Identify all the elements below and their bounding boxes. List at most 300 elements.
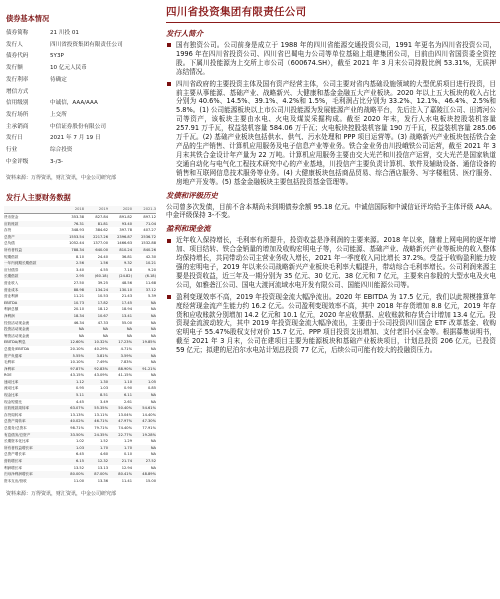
financial-cell: 2020: [108, 206, 132, 213]
financial-row-label: EBITDA: [4, 300, 60, 307]
financial-cell: 12.32: [84, 458, 108, 465]
basic-info-value: [50, 87, 156, 99]
basic-info-key: 中金评级: [6, 158, 29, 165]
financial-cell: 1532.88: [141, 241, 156, 246]
basic-info-value: 综合投资: [50, 147, 73, 154]
financial-row-label: 一年内到期长期借款: [4, 260, 60, 267]
financial-cell: 6.15: [60, 458, 84, 465]
financial-cell: 5.11: [60, 392, 84, 399]
financial-row: [4, 353, 156, 360]
financial-cell: 1.10: [108, 379, 132, 386]
financial-cell: NA: [132, 392, 156, 399]
financial-cell: 2.61: [123, 399, 132, 404]
financial-cell: 24.35%: [84, 432, 108, 439]
financial-data-source: 资料来源：万得资讯，财汇资讯，中金公司研究部: [6, 491, 117, 498]
financial-cell: 91.21%: [132, 366, 156, 373]
financial-cell: 10.10%: [70, 360, 84, 365]
basic-info-key: 债券代码: [6, 53, 29, 60]
financial-row: [4, 267, 156, 274]
financial-cell: 13.11%: [94, 412, 108, 417]
financial-row: [4, 438, 156, 445]
financial-cell: 77.91%: [142, 426, 156, 431]
financial-cell: 8.51: [84, 392, 108, 399]
financial-cell: 827.84: [95, 215, 108, 220]
financial-row: [4, 240, 156, 247]
financial-row-label: 应收账款: [4, 221, 60, 228]
financial-cell: 13.41: [108, 313, 132, 320]
financial-cell: 407.27: [143, 228, 156, 233]
financial-cell: (24.82): [108, 273, 132, 280]
financial-cell: 63.07%: [60, 405, 84, 412]
financial-row-label: 净利润: [4, 313, 60, 320]
financial-cell: 80.41%: [108, 471, 132, 478]
financial-row: [4, 227, 156, 234]
financial-cell: 37.12: [132, 287, 156, 294]
financial-cell: 9.20: [147, 267, 156, 272]
financial-row: [4, 214, 156, 221]
basic-info-key: 债券简称: [6, 30, 29, 36]
financial-cell: 0.85: [147, 386, 156, 391]
financial-cell: 41.15%: [118, 373, 132, 378]
financial-cell: 13.13: [97, 465, 108, 470]
financial-cell: 11.68: [145, 280, 156, 285]
financial-row-label: 现金短债比: [4, 399, 22, 404]
basic-info-row: [6, 75, 156, 87]
financial-row: [4, 221, 156, 228]
financial-cell: 11.00: [73, 478, 84, 483]
financial-cell: 1.03: [60, 445, 84, 452]
financial-cell: 7.49%: [96, 360, 108, 365]
financial-cell: NA: [150, 360, 156, 365]
financial-cell: 397.78: [119, 228, 132, 233]
financial-cell: 10.21: [132, 260, 156, 267]
financial-row-label: 总资产: [4, 234, 60, 241]
financial-cell: NA: [108, 326, 132, 333]
basic-info-row: [6, 98, 156, 110]
left-sidebar: [0, 0, 160, 599]
financial-cell: 3.59%: [108, 353, 132, 360]
financial-cell: 4.45: [75, 399, 84, 404]
financial-row: [4, 320, 156, 327]
financial-cell: 0.10: [123, 452, 132, 457]
financial-cell: 1052.44: [69, 241, 84, 246]
financial-cell: 48.56: [121, 280, 132, 285]
financial-cell: 6.11: [108, 392, 132, 399]
financial-row-label: 长期资本化比率: [4, 439, 30, 444]
financial-cell: 10.73: [60, 300, 84, 307]
financial-cell: 46.34: [73, 320, 84, 325]
financial-row-label: 应付债券: [4, 267, 19, 272]
financial-cell: 18.12: [97, 307, 108, 312]
financial-cell: NA: [132, 445, 156, 452]
paragraph-ownership: 国有独资公司。公司前身是成立于 1988 年的四川省能源交通投资公司，1991 年更名为四川省投资公司，1996 年在四川省投资公司、四川省巴蜀电力公司等单位基础上组建集团公司，目前由四川省国资委全资控股。下属川投能源为上交所上市公司（600674.SH），截至 2021 年 3 月末公司持股比例 53.31%，无质押冻结情况。: [166, 41, 496, 77]
financial-cell: 1.29: [123, 439, 132, 444]
paragraph-business: 四川省政府的主要投资主体及国有资产经营主体，公司主要对省内基础设施领域的大型优质项目进行投资，目前主要从事能源、基础产业、战略新兴、大健康和基金金融五大产业板块。2020 年以上五大板块的收入占比分别为 40.6%、14.5%、39.1%、4.2%和 1.5%，毛利润占比分别为 33.2%、12.1%、46.4%、2.5%和 5.8%。(1) 公司能源板块以上市公司川投能源为发展能源产业的战略平台，先后注入了嘉陵江公司、田湾河公司等资产，该板块主要由水电、火电及煤炭采掘构成。截至 2020 年末，发行人水电板块控股装机容量 257.91 万千瓦，权益装机容量 584.06 万千瓦；火电板块控股装机容量 190 万千瓦，权益装机容量 285.06 万千瓦。(2) 基础产业板块包括供水、供气、污水处理和 PPP 项目运营等。(3) 战略新兴产业板块包括铁合金产品的生产销售、计算机应用服务及电子信息产业等业务。铁合金业务由川投峨铁公司运营，截至 2021 年 3 月末其铁合金设计年产量为 22 万吨。计算机应用服务主要由交大光芒和川投信产运营，交大光芒是国家轨道交通自动化与电气化工程技术研究中心的产业基地，川投信产主要负责计算机、软件及辅助设备、通信设备的销售和互联网信息技术服务等业务。(4) 大健康板块包括商品贸易、综合酒店服务、写字楼租赁、医疗服务、房地产开发等。(5) 基金金融板块主要包括投资基金管理等。: [166, 80, 496, 187]
financial-row-label: 总债务/EBITDA: [4, 346, 30, 351]
basic-info-source: 资料来源：万得资讯，财汇资讯，中金公司研究部: [6, 175, 117, 182]
financial-row: [4, 451, 156, 458]
financial-cell: 48.89%: [132, 471, 156, 478]
financial-cell: NA: [150, 439, 156, 444]
financial-row-label: 所有者权益: [4, 247, 60, 254]
basic-info-row: [6, 145, 156, 157]
financial-row-label: 资产负债率: [4, 353, 60, 360]
financial-row: [4, 366, 156, 373]
financial-cell: 20.10%: [70, 346, 84, 351]
financial-row-label: 经营活动现金流: [4, 320, 30, 325]
financial-row: [4, 260, 156, 267]
section-bond-rating-history: 发债和评级历史: [166, 190, 218, 200]
financial-row-label: 流动比率: [4, 386, 19, 391]
financial-cell: 2396.87: [108, 234, 132, 241]
financial-cell: 74.40%: [118, 426, 132, 431]
financial-cell: 0.95: [75, 386, 84, 391]
financial-row-label: 有息债务/总资产: [4, 432, 60, 439]
financial-cell: 810.24: [108, 247, 132, 254]
financial-cell: 81.81: [84, 221, 108, 228]
financial-row-label: 营业利润: [4, 294, 19, 299]
paragraph-rating: 公司曾多次发债，目前不含本期尚未到期债券余额 95.18 亿元。中诚信国际和中诚信证评均给予主体评级 AAA。中金评级保持 3-不变。: [166, 202, 496, 220]
header-divider: [166, 22, 500, 23]
financial-row: [4, 293, 156, 300]
financial-row: [4, 333, 156, 340]
financial-row-label: 投资活动现金流: [4, 326, 60, 333]
financial-cell: 42.30: [145, 254, 156, 259]
content-body: [166, 28, 496, 358]
financial-row-label: 资本支出/营收: [4, 478, 27, 483]
financial-cell: 27.50: [73, 280, 84, 285]
financial-cell: 2018: [60, 206, 84, 213]
financial-data-title: 发行人主要财务数据: [6, 193, 71, 203]
financial-row: [4, 234, 156, 241]
financial-row: [4, 313, 156, 320]
basic-info-key: 发行人: [6, 41, 23, 48]
financial-cell: 2021.3: [132, 206, 156, 213]
section-profit-cashflow: 盈利和现金流: [166, 224, 211, 234]
financial-cell: NA: [78, 333, 84, 338]
financial-cell: 47.97%: [108, 418, 132, 425]
financial-cell: NA: [132, 300, 156, 307]
financial-cell: 384.62: [95, 228, 108, 233]
main-content: [166, 0, 500, 599]
financial-cell: NA: [126, 333, 132, 338]
basic-info-key: 行业: [6, 147, 18, 154]
financial-row-label: 净利率: [4, 366, 60, 373]
financial-cell: 24.40: [97, 254, 108, 259]
document-header: [166, 0, 500, 24]
financial-row: [4, 412, 156, 419]
financial-row-label: [4, 206, 60, 213]
financial-row: [4, 399, 156, 406]
financial-cell: 2019: [84, 206, 108, 213]
financial-cell: 4.60: [99, 452, 108, 457]
financial-cell: 1553.54: [60, 234, 84, 241]
financial-cell: 18.34: [60, 313, 84, 320]
financial-cell: 12.60%: [60, 339, 84, 346]
financial-cell: 54.61%: [132, 405, 156, 412]
financial-row-label: 归母净利润增长率: [4, 471, 60, 478]
financial-cell: 88.98: [60, 287, 84, 294]
financial-cell: 788.34: [60, 247, 84, 254]
basic-info-value: 5Y3P: [50, 53, 64, 60]
financial-cell: NA: [150, 320, 156, 325]
financial-row-label: 营收增长率: [4, 458, 60, 465]
financial-cell: 19.85%: [132, 339, 156, 346]
financial-cell: 11.41: [121, 478, 132, 483]
financial-cell: 1.56: [84, 260, 108, 267]
basic-info-value: 3-/3-: [50, 158, 64, 165]
financial-row-label: 速动比率: [4, 379, 60, 386]
financial-cell: 1.03: [99, 386, 108, 391]
basic-info-value: 中诚信，AAA/AAA: [50, 100, 98, 107]
financial-cell: 348.93: [71, 228, 84, 233]
financial-cell: 1.05: [132, 379, 156, 386]
financial-cell: 36.81: [121, 254, 132, 259]
financial-row-label: 总资产增长率: [4, 452, 26, 457]
financial-cell: 55.35%: [84, 405, 108, 412]
basic-info-value: 上交所: [50, 111, 67, 118]
basic-info-value: 待确定: [50, 76, 67, 83]
financial-row: [4, 346, 156, 353]
financial-cell: 1.30: [84, 379, 108, 386]
financial-row: [4, 372, 156, 379]
financial-row-label: 筹资活动现金流: [4, 333, 30, 338]
financial-cell: NA: [150, 452, 156, 457]
financial-row: [4, 254, 156, 261]
financial-row: [4, 432, 156, 439]
financial-cell: 17.23%: [108, 339, 132, 346]
basic-info-key: 主承销商: [6, 123, 29, 130]
financial-cell: 27.52: [132, 458, 156, 465]
financial-cell: 98.71%: [70, 426, 84, 431]
financial-cell: 4.71%: [120, 346, 132, 351]
financial-cell: 2.56: [60, 260, 84, 267]
financial-row-label: 短期借款: [4, 254, 19, 259]
financial-cell: 0.90: [123, 386, 132, 391]
financial-row-label: 营业成本: [4, 287, 60, 294]
financial-cell: 134.24: [84, 287, 108, 294]
financial-cell: 21.43: [121, 294, 132, 299]
financial-cell: 13.04%: [118, 412, 132, 417]
basic-info-value: 四川省投资集团有限责任公司: [50, 41, 123, 48]
financial-cell: NA: [132, 353, 156, 360]
financial-cell: 43.15%: [70, 373, 84, 378]
financial-row: [4, 471, 156, 478]
financial-row-label: 存货: [4, 228, 12, 233]
financial-row-label: 长期借款: [4, 273, 60, 280]
financial-row-label: 现金比率: [4, 392, 60, 399]
financial-row-label: 总债务/总资本: [4, 426, 27, 431]
basic-info-row: [6, 157, 156, 169]
financial-row: [4, 458, 156, 465]
document-title: 四川省投资集团有限责任公司: [166, 6, 307, 18]
financial-cell: 2217.26: [84, 234, 108, 241]
financial-cell: 93.40: [108, 221, 132, 228]
financial-cell: 92.83%: [84, 366, 108, 373]
financial-row: [4, 379, 156, 386]
financial-row-label: 营业收入: [4, 280, 19, 285]
basic-info-value: 21 川投 01: [50, 30, 79, 36]
basic-info-key: 发行利率: [6, 76, 29, 83]
financial-cell: 47.33: [97, 320, 108, 325]
basic-info-row: [6, 87, 156, 99]
financial-cell: 88.90%: [108, 366, 132, 373]
financial-row: [4, 445, 156, 452]
basic-info-table: [6, 28, 156, 168]
financial-cell: 87.00%: [84, 471, 108, 478]
financial-row: [4, 247, 156, 254]
financial-cell: 640.00: [84, 247, 108, 254]
financial-cell: NA: [84, 326, 108, 333]
financial-row-label: 货币资金: [4, 215, 19, 220]
financial-row-label: 所有者权益增长率: [4, 445, 60, 452]
financial-cell: 4.55: [99, 267, 108, 272]
basic-info-key: 发行场所: [6, 111, 29, 118]
financial-header-row: [4, 206, 156, 213]
financial-cell: 13.36: [97, 478, 108, 483]
financial-row-label: 利润总额: [4, 307, 19, 312]
financial-row: [4, 326, 156, 333]
financial-cell: 40.29%: [94, 346, 108, 351]
financial-cell: 2536.72: [132, 234, 156, 241]
financial-cell: 14.40%: [142, 412, 156, 417]
financial-cell: 13.52: [73, 465, 84, 470]
financial-cell: 1.12: [60, 379, 84, 386]
financial-cell: NA: [150, 373, 156, 378]
financial-cell: 3.49: [99, 399, 108, 404]
financial-cell: 897.12: [143, 215, 156, 220]
financial-cell: 891.82: [119, 215, 132, 220]
basic-info-key: 发行额: [6, 65, 23, 72]
financial-row-label: 总负债: [4, 241, 15, 246]
financial-cell: NA: [60, 326, 84, 333]
financial-cell: 17.45: [108, 300, 132, 307]
financial-cell: 10.53: [97, 294, 108, 299]
financial-cell: 33.50%: [60, 432, 84, 439]
financial-cell: NA: [150, 346, 156, 351]
financial-row: [4, 280, 156, 287]
financial-cell: 1377.00: [93, 241, 108, 246]
financial-cell: 840.26: [132, 247, 156, 254]
financial-cell: 1.52: [99, 439, 108, 444]
basic-info-row: [6, 110, 156, 122]
paragraph-revenue: 近年收入保持增长，毛利率有所提升，投资收益是净利润的主要来源。2018 年以来，随着上网电网的逐年增加、项目结转、铁合金销量的增加及收购宏明电子等，公司能源、基础产业、战略新兴产业等板块的收入整体均保持增长，共同带动公司主营业务收入增长，2021 年一季度收入同比增长 37.2%。受益于收购盈利能力较强的宏明电子，2019 年以来公司战略新兴产业板块毛利率大幅提升，带动综合毛利率增长。公司利润来源主要是投资收益，近三年及一期分别为 35 亿元、30 亿元、38 亿元和 7 亿元，主要来自参股的大型水电及火电公司，如雅砻江公司、国电大渡河流域水电开发有限公司、国能四川能源公司等。: [166, 236, 496, 289]
financial-row: [4, 405, 156, 412]
section-issuer-intro: 发行人简介: [166, 29, 203, 38]
financial-row: [4, 306, 156, 313]
basic-info-key: 信用级别: [6, 100, 29, 107]
financial-row-label: 应收账款周转率: [4, 405, 60, 412]
basic-info-row: [6, 40, 156, 52]
financial-cell: 97.87%: [60, 366, 84, 373]
basic-info-key: 发行日: [6, 135, 23, 142]
financial-row: [4, 359, 156, 366]
financial-cell: 1.70: [108, 445, 132, 452]
financial-cell: 20.10: [73, 307, 84, 312]
basic-info-row: [6, 122, 156, 134]
financial-cell: 9.32: [108, 260, 132, 267]
financial-row: [4, 478, 156, 485]
financial-cell: 71.04: [132, 221, 156, 228]
financial-cell: 2.95: [60, 273, 84, 280]
basic-info-value: 10 亿元人民币: [50, 65, 87, 72]
financial-row: [4, 465, 156, 472]
basic-info-row: [6, 28, 156, 40]
paragraph-cashflow: 盈利变现效率不高，2019 年投资现金流大幅净流出。2020 年 EBITDA 为 17.5 亿元，我们以此规模推算年度经营现金流产生能力约 16.2 亿元。公司盈利变现效率不高，其中 2018 年存货增加 8.8 亿元，2019 年存货和应收账款分别增加 14.2 亿元和 10.1 亿元，2020 年应收票据、应收账款和存货合计增加 13.4 亿元。投资现金流波动较大，其中 2019 年投资现金流大幅净流出，主要由于公司投资四川国企 ETF 改革基金、收购宏明电子 55.47%股权支付对价 15.7 亿元、PPP 项目投资支出增加、支付老旧小区金等。根据募集说明书，截至 2021 年 3 月末，公司在建项目主要为能源板块和基础产业板块项目，计划总投资 206 亿元，已投资 59 亿元；拟建的尼泊尔水电站计划总投资 77 亿元，后续公司可能有较大的投融资压力。: [166, 293, 496, 355]
financial-row-label: ROE: [4, 373, 12, 378]
financial-cell: 22.77%: [108, 432, 132, 439]
financial-cell: 76.31: [60, 221, 84, 228]
financial-cell: NA: [132, 313, 156, 320]
financial-cell: 1.70: [84, 445, 108, 452]
financial-cell: 12.94: [121, 465, 132, 470]
basic-info-row: [6, 63, 156, 75]
basic-info-row: [6, 51, 156, 63]
financial-cell: NA: [150, 307, 156, 312]
basic-info-title: 债券基本情况: [6, 14, 50, 23]
financial-cell: 7.18: [123, 267, 132, 272]
financial-cell: 40.02%: [60, 418, 84, 425]
financial-cell: NA: [132, 326, 156, 333]
financial-data-table: [4, 206, 156, 484]
financial-cell: 55.00: [121, 320, 132, 325]
financial-cell: 15.00: [145, 478, 156, 483]
financial-cell: 18.94: [121, 307, 132, 312]
financial-row-label: 存货周转率: [4, 412, 22, 417]
financial-row-label: 总资产周转率: [4, 418, 60, 425]
financial-cell: 3.81%: [84, 353, 108, 360]
financial-cell: 5.39: [147, 294, 156, 299]
basic-info-row: [6, 133, 156, 145]
financial-row: [4, 425, 156, 432]
basic-info-value: 中信证券股份有限公司: [50, 123, 106, 130]
financial-cell: NA: [150, 333, 156, 338]
financial-cell: 46.71%: [84, 418, 108, 425]
financial-cell: (6.18): [132, 273, 156, 280]
financial-cell: NA: [150, 465, 156, 470]
financial-cell: NA: [102, 333, 108, 338]
financial-row: [4, 392, 156, 399]
financial-cell: 7.83%: [120, 360, 132, 365]
financial-cell: 79.71%: [94, 426, 108, 431]
financial-row-label: EBITDA/利息: [4, 339, 60, 346]
financial-cell: 3.40: [75, 267, 84, 272]
financial-cell: 21.74: [108, 458, 132, 465]
financial-cell: 13.13%: [70, 412, 84, 417]
basic-info-key: 增信方式: [6, 88, 29, 95]
financial-cell: 43.09%: [94, 373, 108, 378]
financial-cell: 8.10: [75, 254, 84, 259]
financial-cell: 353.38: [71, 215, 84, 220]
financial-row-label: 毛利率: [4, 360, 15, 365]
financial-cell: 1466.63: [117, 241, 132, 246]
financial-cell: 47.30%: [132, 418, 156, 425]
financial-row: [4, 300, 156, 307]
financial-row: [4, 385, 156, 392]
financial-cell: NA: [150, 399, 156, 404]
financial-row: [4, 273, 156, 280]
financial-row: [4, 287, 156, 294]
financial-cell: 39.25: [97, 280, 108, 285]
financial-cell: 50.40%: [108, 405, 132, 412]
financial-cell: 11.21: [73, 294, 84, 299]
financial-cell: 10.32%: [84, 339, 108, 346]
financial-cell: 6.45: [75, 452, 84, 457]
financial-row: [4, 418, 156, 425]
financial-cell: 80.00%: [60, 471, 84, 478]
financial-row-label: 利润增长率: [4, 465, 22, 470]
financial-cell: 5.55%: [60, 353, 84, 360]
